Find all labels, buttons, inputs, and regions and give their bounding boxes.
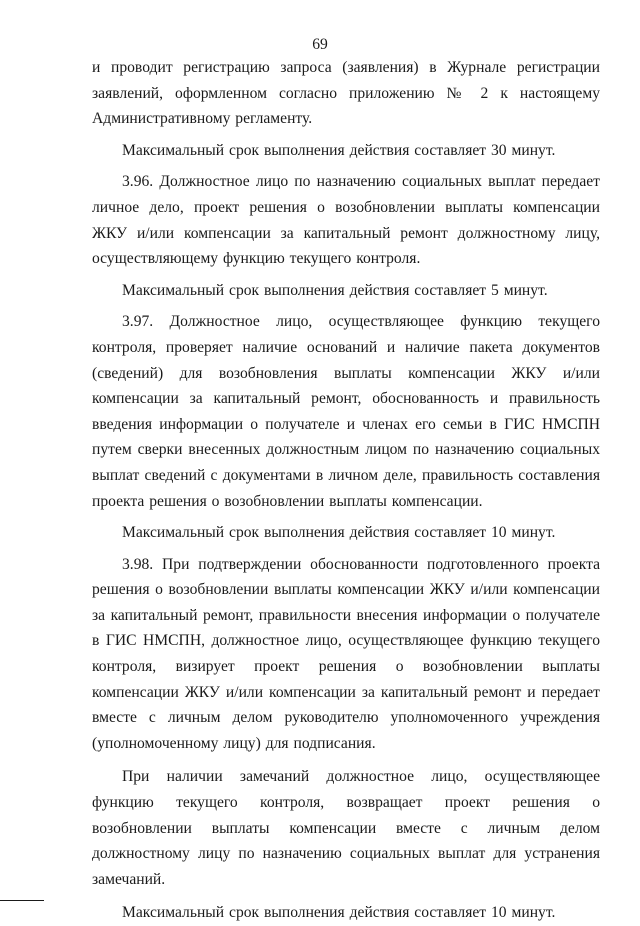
paragraph-registration: и проводит регистрацию запроса (заявления) в Журнале регистрации заявлений, оформленном согласно приложению № 2 к настоящему Административному регламенту. (92, 59, 600, 128)
paragraph-deadline-10-b: Максимальный срок выполнения действия составляет 10 минут. (122, 904, 556, 922)
paragraph-deadline-10-a: Максимальный срок выполнения действия составляет 10 минут. (122, 524, 556, 542)
paragraph-remarks: При наличии замечаний должностное лицо, осуществляющее функцию текущего контроля, возвращает проект решения о возобновлении выплаты компенсации вместе с личным делом должностному лицу по назначению социальных выплат для устранения замечаний. (92, 768, 600, 888)
paragraph-deadline-30: Максимальный срок выполнения действия составляет 30 минут. (122, 141, 556, 159)
document-body (92, 55, 600, 926)
footnote-rule (0, 900, 44, 901)
paragraph-deadline-5: Максимальный срок выполнения действия составляет 5 минут. (122, 281, 548, 299)
paragraph-3-96: 3.96. Должностное лицо по назначению социальных выплат передает личное дело, проект решения о возобновлении выплаты компенсации ЖКУ и/или компенсации за капитальный ремонт должностному лицу, осуществляющему функцию текущего контроля. (92, 173, 600, 268)
paragraph-3-97: 3.97. Должностное лицо, осуществляющее функцию текущего контроля, проверяет наличие оснований и наличие пакета документов (сведений) для возобновления выплаты компенсации ЖКУ и/или компенсации за капитальный ремонт, обоснованность и правильность введения информации о получателе и членах его семьи в ГИС НМСПН путем сверки внесенных должностным лицом по назначению социальных выплат сведений с документами в личном деле, правильность составления проекта решения о возобновлении выплаты компенсации. (92, 313, 600, 510)
paragraph-3-98: 3.98. При подтверждении обоснованности подготовленного проекта решения о возобновлении выплаты компенсации ЖКУ и/или компенсации за капитальный ремонт, правильности внесения информации о получателе в ГИС НМСПН, должностное лицо, осуществляющее функцию текущего контроля, визирует проект решения о возобновлении выплаты компенсации ЖКУ и/или компенсации за капитальный ремонт и передает вместе с личным делом руководителю уполномоченного учреждения (уполномоченному лицу) для подписания. (92, 555, 600, 752)
page-number: 69 (312, 36, 328, 53)
